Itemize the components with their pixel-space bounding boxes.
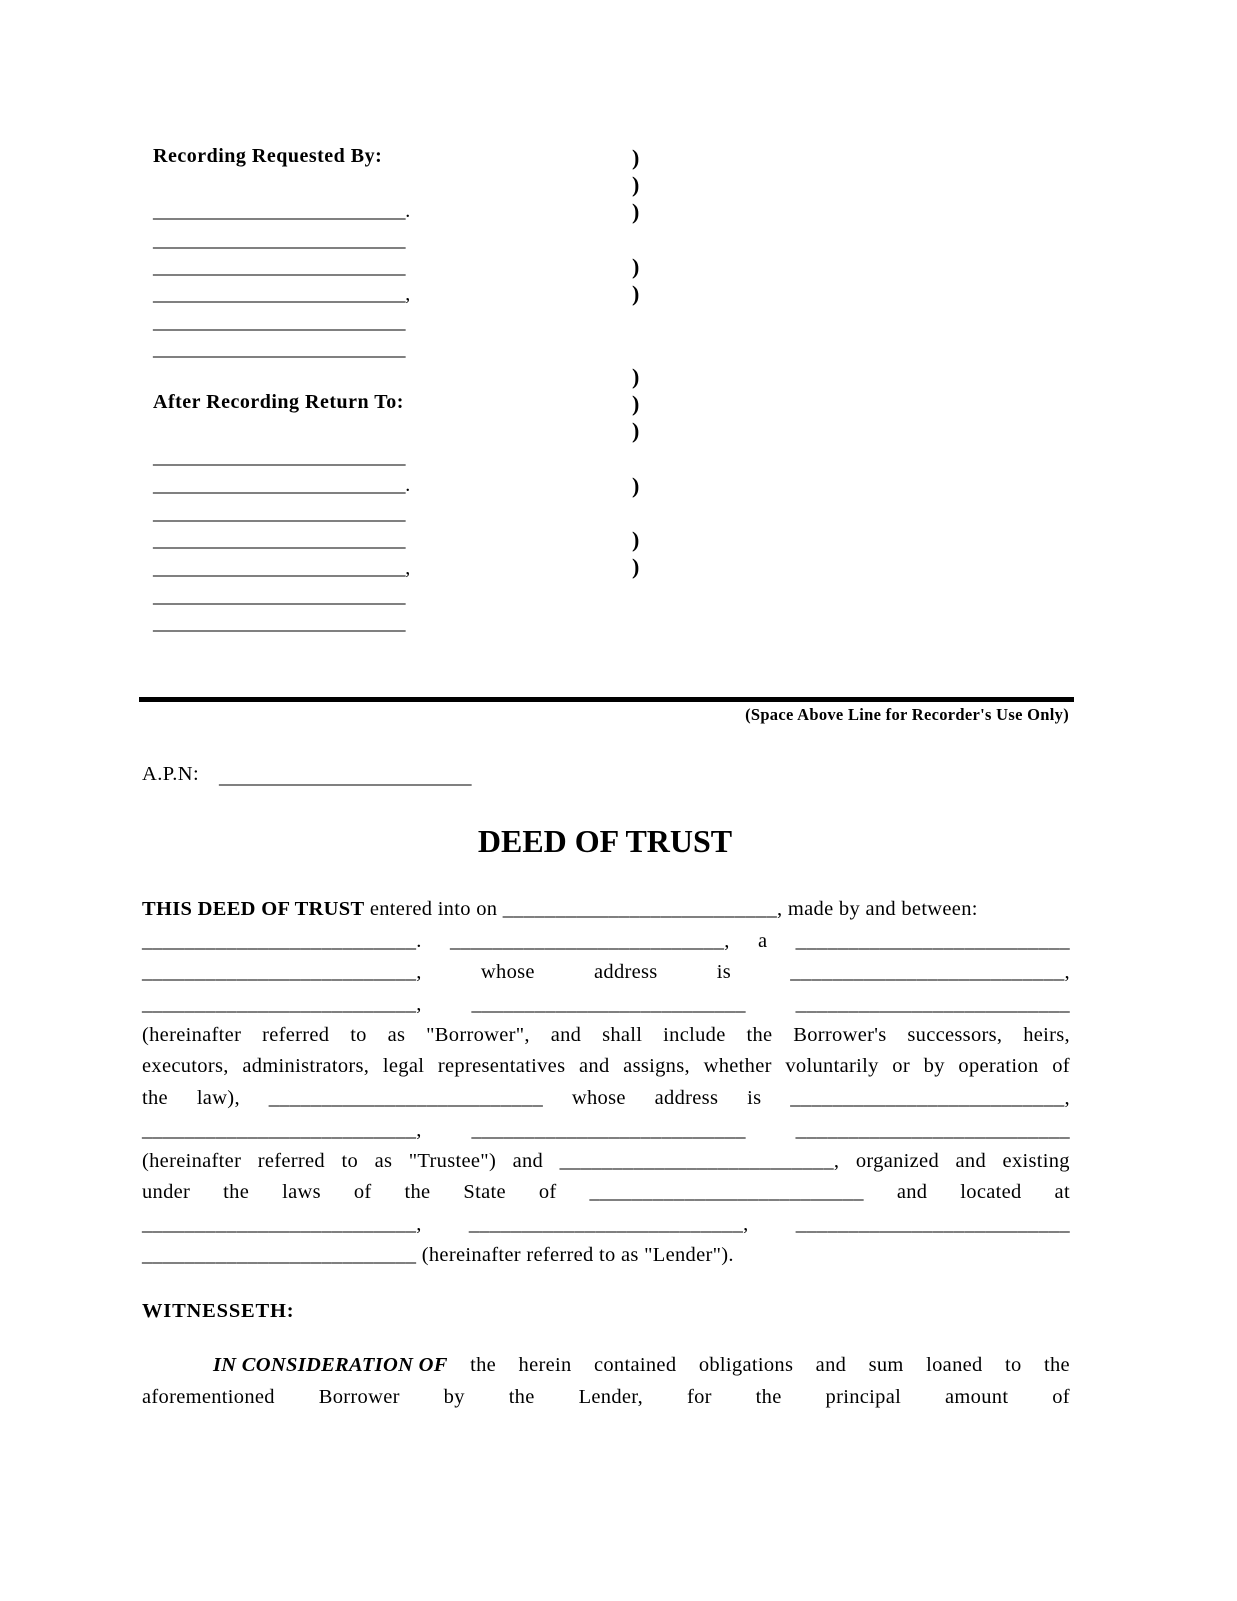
word: organized — [855, 1150, 940, 1172]
body-line-13 — [213, 1354, 1070, 1384]
trustee-address-field[interactable]: __________________________, — [790, 1087, 1070, 1109]
lender-address-field[interactable]: __________________________ — [142, 1244, 417, 1266]
word: principal — [825, 1386, 902, 1408]
word: and — [579, 1055, 610, 1077]
word: referred — [262, 1024, 330, 1046]
paren-8: ) — [632, 418, 640, 443]
word: aforementioned — [142, 1386, 275, 1408]
requested-by-line-5[interactable]: __________________________ — [153, 311, 406, 333]
text-segment: (hereinafter referred to as "Lender"). — [416, 1244, 734, 1266]
word: of — [538, 1181, 557, 1203]
paren-2: ) — [632, 172, 640, 197]
word: the — [142, 1087, 168, 1109]
requested-by-line-3[interactable]: __________________________ — [153, 256, 406, 278]
paren-10: ) — [632, 527, 640, 552]
word: the — [746, 1024, 773, 1046]
word: the — [404, 1181, 431, 1203]
return-to-line-7[interactable]: __________________________ — [153, 612, 406, 634]
word: a — [758, 930, 768, 952]
word: shall — [602, 1024, 643, 1046]
party-name-field[interactable]: __________________________ — [795, 930, 1070, 952]
word: to — [350, 1024, 367, 1046]
word: voluntarily — [785, 1055, 879, 1077]
body-line-10 — [142, 1181, 1070, 1211]
return-to-line-1[interactable]: __________________________ — [153, 446, 406, 468]
word: "Trustee") — [408, 1150, 497, 1172]
requested-by-line-4[interactable]: __________________________, — [153, 283, 410, 305]
word: at — [1054, 1181, 1070, 1203]
word: successors, — [907, 1024, 1003, 1046]
word: and — [955, 1150, 987, 1172]
body-line-1 — [142, 898, 1070, 928]
paren-6: ) — [632, 364, 640, 389]
return-to-line-5[interactable]: __________________________, — [153, 557, 410, 579]
word: State — [463, 1181, 506, 1203]
word: as — [374, 1150, 393, 1172]
word: sum — [868, 1354, 904, 1376]
lender-address-field[interactable]: __________________________ — [795, 1213, 1070, 1235]
text-segment: , made by and between: — [777, 898, 978, 920]
requested-by-line-2[interactable]: __________________________ — [153, 229, 406, 251]
recorder-separator-line — [139, 697, 1074, 702]
word: is — [716, 961, 732, 983]
word: is — [747, 1087, 762, 1109]
word: assigns, — [623, 1055, 690, 1077]
after-recording-return-to-heading: After Recording Return To: — [153, 391, 404, 413]
paren-7: ) — [632, 391, 640, 416]
document-title: DEED OF TRUST — [477, 823, 733, 859]
word: the — [223, 1181, 250, 1203]
word: operation — [958, 1055, 1039, 1077]
text-segment: entered into on — [364, 898, 503, 920]
word: to — [341, 1150, 359, 1172]
body-line-3 — [142, 961, 1070, 991]
body-line-9 — [142, 1150, 1070, 1180]
body-line-11 — [142, 1213, 1070, 1243]
word: laws — [282, 1181, 321, 1203]
word: of — [1052, 1055, 1070, 1077]
borrower-address-field[interactable]: __________________________, — [790, 961, 1070, 983]
body-line-14 — [142, 1386, 1070, 1416]
paren-4: ) — [632, 254, 640, 279]
word: representatives — [437, 1055, 566, 1077]
return-to-line-4[interactable]: __________________________ — [153, 529, 406, 551]
trustee-name-field[interactable]: __________________________ — [268, 1087, 544, 1109]
requested-by-line-1[interactable]: __________________________. — [153, 200, 410, 222]
word: and — [550, 1024, 582, 1046]
return-to-line-3[interactable]: __________________________ — [153, 502, 406, 524]
word: or — [892, 1055, 910, 1077]
word: (hereinafter — [142, 1024, 242, 1046]
word: Borrower — [318, 1386, 400, 1408]
word: (hereinafter — [142, 1150, 242, 1172]
word: of — [1052, 1386, 1070, 1408]
word: obligations — [698, 1354, 794, 1376]
word: under — [142, 1181, 191, 1203]
word: as — [387, 1024, 406, 1046]
word: heirs, — [1023, 1024, 1070, 1046]
word: Borrower's — [793, 1024, 887, 1046]
word: by — [443, 1386, 465, 1408]
body-line-2 — [142, 930, 1070, 960]
borrower-address-field[interactable]: __________________________ — [795, 993, 1070, 1015]
borrower-field[interactable]: __________________________, — [142, 961, 422, 983]
word: and — [896, 1181, 928, 1203]
word: and — [512, 1150, 544, 1172]
word: contained — [593, 1354, 677, 1376]
return-to-line-6[interactable]: __________________________ — [153, 585, 406, 607]
trustee-address-field[interactable]: __________________________ — [795, 1119, 1070, 1141]
body-line-8 — [142, 1119, 1070, 1149]
witnesseth-heading: WITNESSETH: — [142, 1300, 295, 1322]
paren-1: ) — [632, 145, 640, 170]
lender-state-field[interactable]: __________________________ — [589, 1181, 864, 1203]
paren-3: ) — [632, 199, 640, 224]
word: whether — [703, 1055, 772, 1077]
word: herein — [518, 1354, 572, 1376]
word: whose — [480, 961, 535, 983]
word: the — [470, 1354, 497, 1376]
word: the — [755, 1386, 782, 1408]
lender-address-field[interactable]: __________________________, — [468, 1213, 749, 1235]
recording-requested-by-heading: Recording Requested By: — [153, 145, 383, 167]
lender-address-field[interactable]: __________________________, — [142, 1213, 422, 1235]
word: administrators, — [242, 1055, 370, 1077]
body-line-5 — [142, 1024, 1070, 1054]
word: law), — [196, 1087, 240, 1109]
word: located — [960, 1181, 1022, 1203]
apn-label: A.P.N: — [142, 763, 200, 785]
word: address — [654, 1087, 719, 1109]
word: the — [508, 1386, 535, 1408]
word: of — [353, 1181, 372, 1203]
party-name-field[interactable]: __________________________, — [450, 930, 730, 952]
word: by — [923, 1055, 945, 1077]
body-line-7 — [142, 1087, 1070, 1117]
borrower-address-field[interactable]: __________________________, — [142, 993, 422, 1015]
recorder-use-note: (Space Above Line for Recorder's Use Only) — [745, 705, 1069, 724]
apn-field[interactable]: __________________________ — [219, 766, 472, 788]
lender-name-field[interactable]: __________________________, — [559, 1150, 840, 1172]
word: amount — [945, 1386, 1009, 1408]
trustee-address-field[interactable]: __________________________, — [142, 1119, 422, 1141]
entered-date-field[interactable]: __________________________ — [502, 898, 778, 920]
word: and — [815, 1354, 847, 1376]
word: referred — [257, 1150, 325, 1172]
word: include — [663, 1024, 726, 1046]
word: Lender, — [578, 1386, 644, 1408]
paren-9: ) — [632, 473, 640, 498]
party-name-field[interactable]: __________________________. — [142, 930, 422, 952]
word: "Borrower", — [426, 1024, 530, 1046]
trustee-address-field[interactable]: __________________________ — [471, 1119, 746, 1141]
word: executors, — [142, 1055, 229, 1077]
word: loaned — [926, 1354, 983, 1376]
word: the — [1044, 1354, 1070, 1376]
word: to — [1005, 1354, 1022, 1376]
word: existing — [1002, 1150, 1070, 1172]
word: legal — [382, 1055, 425, 1077]
consideration-lead: IN CONSIDERATION OF — [213, 1354, 448, 1376]
word: whose — [571, 1087, 626, 1109]
body-line-12 — [142, 1244, 1070, 1274]
borrower-address-field[interactable]: __________________________ — [471, 993, 746, 1015]
paren-11: ) — [632, 554, 640, 579]
return-to-line-2[interactable]: __________________________. — [153, 474, 410, 496]
deed-of-trust-lead: THIS DEED OF TRUST — [142, 898, 365, 920]
paren-5: ) — [632, 281, 640, 306]
body-line-4 — [142, 993, 1070, 1023]
requested-by-line-6[interactable]: __________________________ — [153, 338, 406, 360]
body-line-6 — [142, 1055, 1070, 1085]
word: for — [686, 1386, 712, 1408]
word: address — [594, 961, 658, 983]
